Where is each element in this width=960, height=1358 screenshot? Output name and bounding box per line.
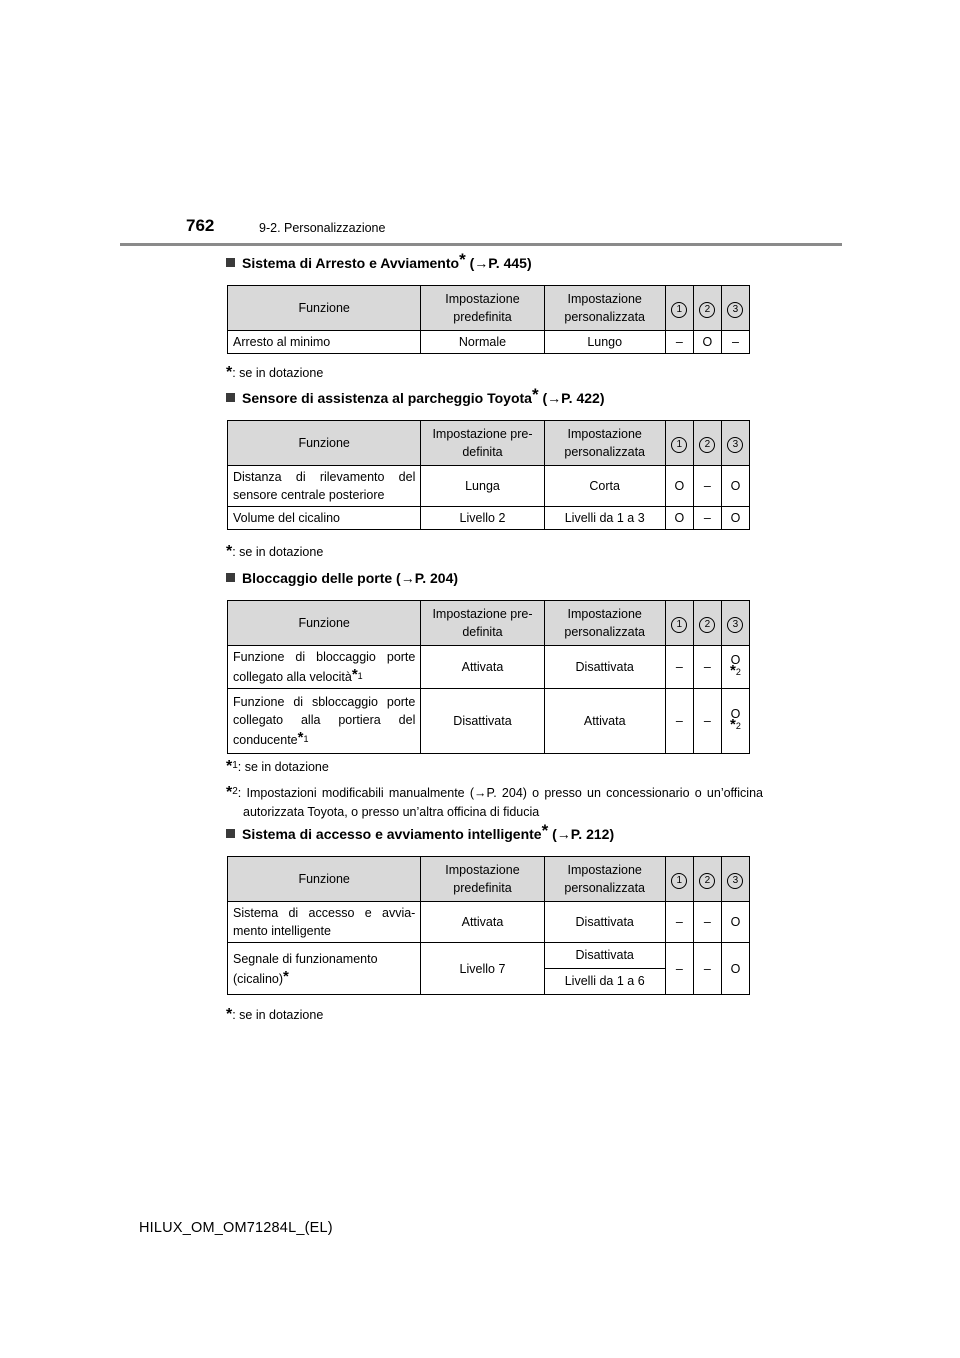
- table-cell: O: [665, 507, 693, 530]
- table-cell: –: [721, 331, 749, 354]
- table-cell: –: [665, 689, 693, 754]
- table-cell: Livello 7: [421, 943, 544, 995]
- number-2-icon: 2: [699, 617, 715, 633]
- table-cell: Funzione di bloccaggio porte collegato alla velocità*1: [228, 646, 421, 689]
- table-cell: –: [693, 507, 721, 530]
- table-cell: –: [693, 902, 721, 943]
- table-row: [228, 331, 750, 354]
- table-cell: Segnale di funzionamento (cicalino)*: [228, 943, 421, 995]
- table-parking-sensor: [227, 420, 750, 530]
- table-row: [228, 646, 750, 689]
- header-rule: [120, 243, 842, 246]
- table-header-cell: Impostazione personalizzata: [544, 857, 665, 902]
- section-heading-door-lock: Bloccaggio delle porte (→P. 204): [226, 570, 458, 586]
- table-cell: Normale: [421, 331, 544, 354]
- table-cell: Corta: [544, 466, 665, 507]
- col-header-default: Impostazione predefinita: [421, 286, 544, 331]
- col-header-function: Funzione: [228, 286, 421, 331]
- table-cell: –: [665, 943, 693, 995]
- footnote: *: se in dotazione: [226, 1006, 324, 1023]
- table-cell: Arresto al minimo: [228, 331, 421, 354]
- table-header-cell: Impostazione personalizzata: [544, 421, 665, 466]
- table-smart-entry: [227, 856, 750, 995]
- footnote-1: *1: se in dotazione: [226, 758, 329, 775]
- table-cell: Disattivata: [544, 902, 665, 943]
- table-cell: O: [721, 902, 749, 943]
- table-cell: O: [665, 466, 693, 507]
- table-cell: Disattivata: [544, 646, 665, 689]
- table-door-lock: [227, 600, 750, 754]
- table-cell: –: [665, 331, 693, 354]
- table-cell: Distanza di rilevamento del sensore centrale posteriore: [228, 466, 421, 507]
- table-header-cell: [693, 421, 721, 466]
- number-3-icon: 3: [727, 617, 743, 633]
- section-heading-smart-entry: Sistema di accesso e avviamento intelligente* (→P. 212): [226, 826, 614, 842]
- table-row: [228, 943, 750, 995]
- table-header-cell: [665, 421, 693, 466]
- table-cell: –: [693, 646, 721, 689]
- square-bullet-icon: [226, 258, 235, 267]
- table-cell: Livello 2: [421, 507, 544, 530]
- square-bullet-icon: [226, 393, 235, 402]
- table-cell: Attivata: [544, 689, 665, 754]
- table-header-cell: [665, 286, 693, 331]
- table-cell: Sistema di accesso e avvia-mento intelligente: [228, 902, 421, 943]
- table-cell: O: [721, 943, 749, 995]
- number-1-icon: 1: [671, 617, 687, 633]
- table-cell: O: [693, 331, 721, 354]
- table-cell: Funzione di sbloccaggio porte collegato alla portiera del conducente*1: [228, 689, 421, 754]
- number-3-icon: 3: [727, 437, 743, 453]
- number-1-icon: 1: [671, 437, 687, 453]
- table-row: [228, 507, 750, 530]
- square-bullet-icon: [226, 573, 235, 582]
- number-3-icon: 3: [727, 302, 743, 318]
- table-header-cell: [721, 421, 749, 466]
- table-header-cell: [693, 601, 721, 646]
- table-header-cell: [721, 857, 749, 902]
- table-cell: Disattivata: [421, 689, 544, 754]
- col-header-custom: Impostazione personalizzata: [544, 286, 665, 331]
- page-number: 762: [186, 216, 215, 235]
- table-cell: –: [693, 466, 721, 507]
- table-cell: O *2: [721, 689, 749, 754]
- table-header-cell: [665, 857, 693, 902]
- table-header-cell: Impostazione pre-definita: [421, 601, 544, 646]
- number-2-icon: 2: [699, 302, 715, 318]
- table-header-cell: Impostazione personalizzata: [544, 601, 665, 646]
- table-stop-start: [227, 285, 750, 354]
- table-cell: –: [693, 943, 721, 995]
- section-heading-stop-start: Sistema di Arresto e Avviamento* (→P. 445): [226, 255, 532, 271]
- table-cell: O *2: [721, 646, 749, 689]
- chapter-title: 9-2. Personalizzazione: [259, 221, 386, 235]
- number-1-icon: 1: [671, 873, 687, 889]
- table-header-cell: [665, 601, 693, 646]
- footnote-2: *2: Impostazioni modificabili manualmente (→P. 204) o presso un concessionario o un’officina autorizzata Toyota, o presso un’altra officina di fiducia: [226, 784, 763, 819]
- number-3-icon: 3: [727, 873, 743, 889]
- table-header-cell: Funzione: [228, 857, 421, 902]
- table-header-cell: Funzione: [228, 601, 421, 646]
- table-row: [228, 466, 750, 507]
- table-cell: Lungo: [544, 331, 665, 354]
- table-cell: O: [721, 466, 749, 507]
- table-cell: Attivata: [421, 646, 544, 689]
- table-cell: –: [665, 902, 693, 943]
- table-header-cell: [721, 286, 749, 331]
- table-cell: Volume del cicalino: [228, 507, 421, 530]
- section-heading-parking-sensor: Sensore di assistenza al parcheggio Toyota* (→P. 422): [226, 390, 604, 406]
- table-header-cell: [693, 857, 721, 902]
- table-cell: –: [693, 689, 721, 754]
- footer-doc-code: HILUX_OM_OM71284L_(EL): [139, 1220, 333, 1236]
- table-cell: Livelli da 1 a 3: [544, 507, 665, 530]
- table-header-cell: Funzione: [228, 421, 421, 466]
- square-bullet-icon: [226, 829, 235, 838]
- number-2-icon: 2: [699, 873, 715, 889]
- number-2-icon: 2: [699, 437, 715, 453]
- table-cell: O: [721, 507, 749, 530]
- table-cell: Lunga: [421, 466, 544, 507]
- footnote: *: se in dotazione: [226, 543, 324, 560]
- footnote: *: se in dotazione: [226, 364, 324, 381]
- table-cell: Disattivata Livelli da 1 a 6: [544, 943, 665, 995]
- table-row: [228, 689, 750, 754]
- number-1-icon: 1: [671, 302, 687, 318]
- table-header-cell: Impostazione pre-definita: [421, 421, 544, 466]
- table-row: [228, 902, 750, 943]
- table-cell: Attivata: [421, 902, 544, 943]
- table-header-cell: [721, 601, 749, 646]
- table-cell: –: [665, 646, 693, 689]
- table-header-cell: [693, 286, 721, 331]
- table-header-cell: Impostazione predefinita: [421, 857, 544, 902]
